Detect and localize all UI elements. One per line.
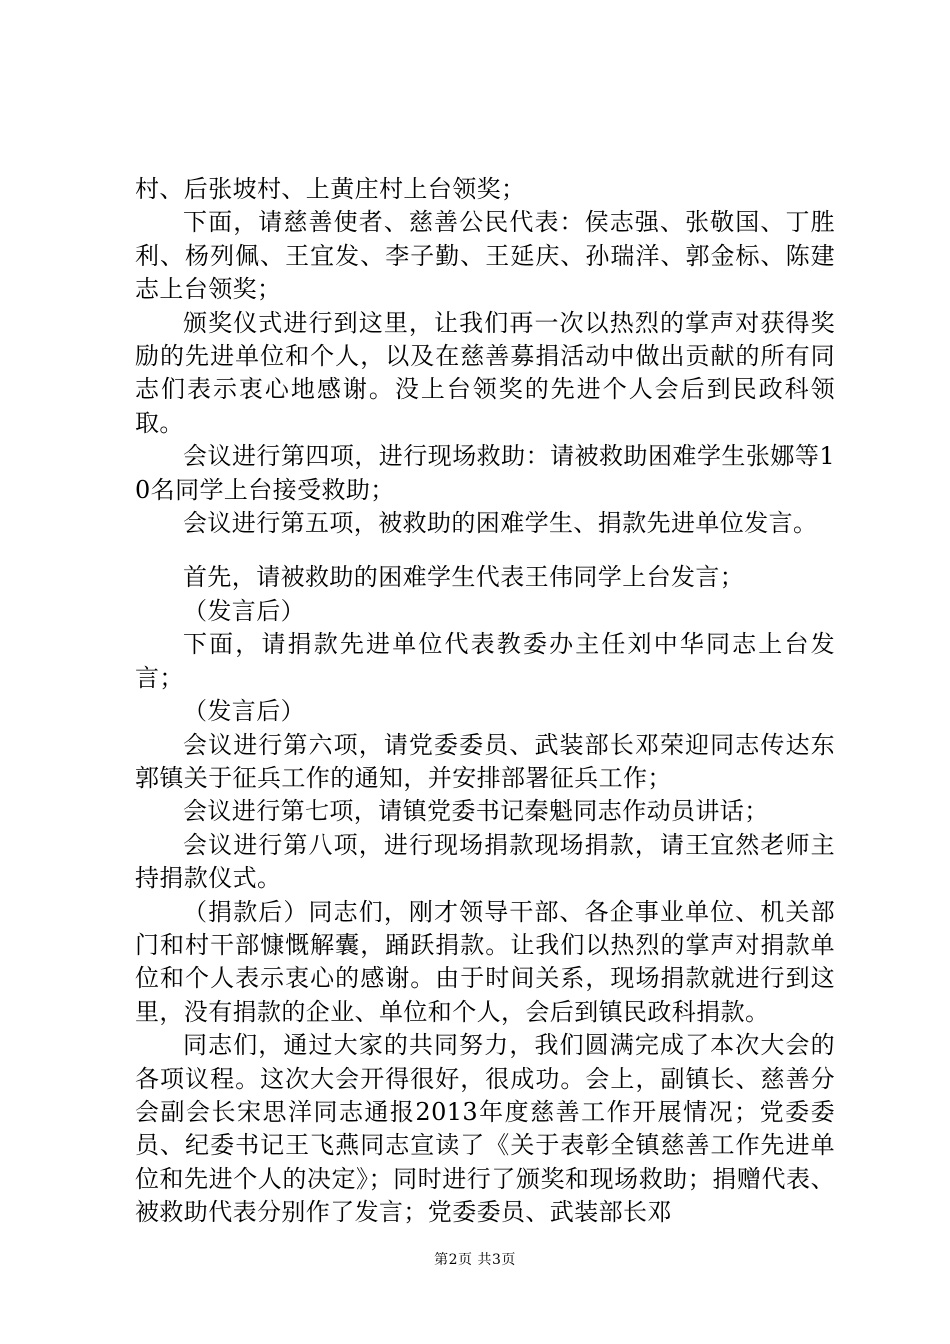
page-footer: 第2页 共3页 xyxy=(434,1252,516,1268)
paragraph-item-four: 会议进行第四项，进行现场救助：请被救助困难学生张娜等10名同学上台接受救助； xyxy=(135,442,835,504)
paragraph-after-speech-2: （发言后） xyxy=(183,697,305,726)
paragraph-after-speech-1: （发言后） xyxy=(183,596,305,625)
paragraph-donor-speech: 下面，请捐款先进单位代表教委办主任刘中华同志上台发言； xyxy=(135,630,835,692)
paragraph-item-five: 会议进行第五项，被救助的困难学生、捐款先进单位发言。 xyxy=(183,509,818,538)
paragraph-after-donation: （捐款后）同志们，刚才领导干部、各企事业单位、机关部门和村干部慷慨解囊，踊跃捐款。让我们以热烈的掌声对捐款单位和个人表示衷心的感谢。由于时间关系，现场捐款就进行到这里，没有捐款的企业、单位和个人，会后到镇民政科捐款。 xyxy=(135,897,835,1026)
paragraph-item-eight: 会议进行第八项，进行现场捐款现场捐款，请王宜然老师主持捐款仪式。 xyxy=(135,830,835,893)
paragraph-item-six: 会议进行第六项，请党委委员、武装部长邓荣迎同志传达东郭镇关于征兵工作的通知，并安排部署征兵工作； xyxy=(135,730,835,792)
paragraph-student-speech: 首先，请被救助的困难学生代表王伟同学上台发言； xyxy=(183,563,745,592)
paragraph-award-thanks: 颁奖仪式进行到这里，让我们再一次以热烈的掌声对获得奖励的先进单位和个人，以及在慈善募捐活动中做出贡献的所有同志们表示衷心地感谢。没上台领奖的先进个人会后到民政科领取。 xyxy=(135,308,835,437)
paragraph-item-seven: 会议进行第七项，请镇党委书记秦魁同志作动员讲话； xyxy=(183,797,769,826)
paragraph-continuation: 村、后张坡村、上黄庄村上台领奖； xyxy=(135,175,526,203)
document-body xyxy=(135,173,835,1230)
paragraph-summary: 同志们，通过大家的共同努力，我们圆满完成了本次大会的各项议程。这次大会开得很好，很成功。会上，副镇长、慈善分会副会长宋思洋同志通报2013年度慈善工作开展情况；党委委员、纪委书记王飞燕同志宣读了《关于表彰全镇慈善工作先进单位和先进个人的决定》；同时进行了颁奖和现场救助；捐赠代表、被救助代表分别作了发言；党委委员、武装部长邓 xyxy=(135,1031,835,1227)
paragraph-charity-representatives: 下面，请慈善使者、慈善公民代表：侯志强、张敬国、丁胜利、杨列佩、王宜发、李子勤、王延庆、孙瑞洋、郭金标、陈建志上台领奖； xyxy=(135,208,835,304)
